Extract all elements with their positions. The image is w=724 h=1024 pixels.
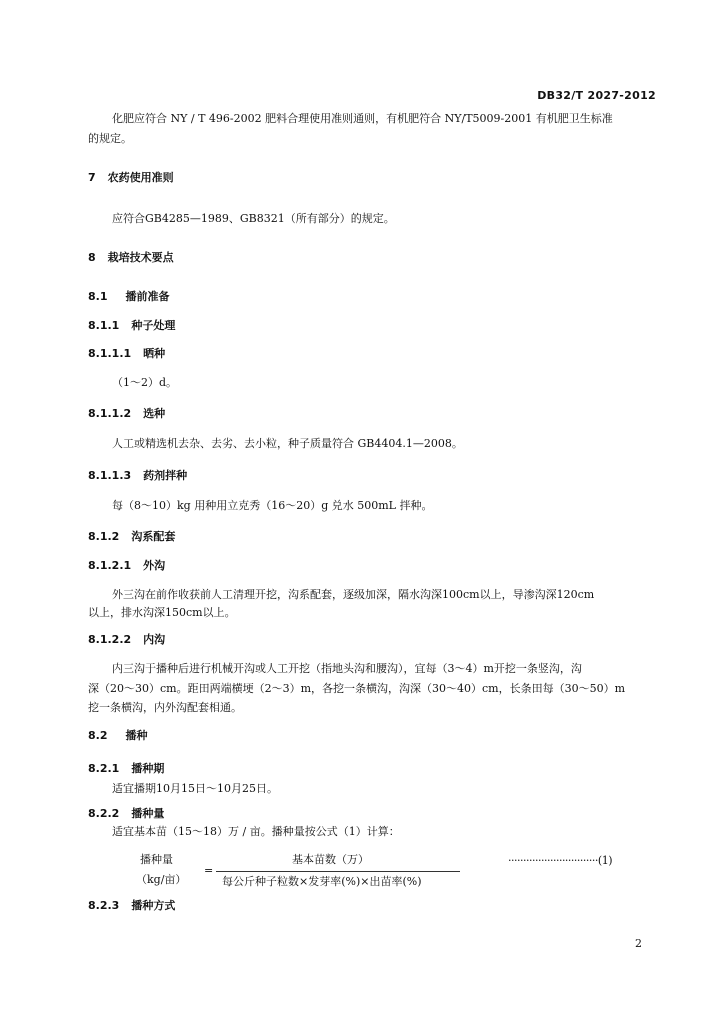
sowing-period-paragraph: 适宜播期10月15日～10月25日。 [112,782,278,795]
section-number: 8.1.2 [88,530,120,543]
section-heading-8-1-1-2 [88,405,165,421]
section-number: 8.1.1.1 [88,347,132,360]
section-title: 栽培技术要点 [107,251,174,264]
section-number: 8.1.1 [88,319,120,332]
section-heading-8-2-1 [88,760,164,776]
section-heading-8-1-2-1 [88,557,165,573]
outer-ditch-paragraph-line1: 外三沟在前作收获前人工清理开挖，沟系配套，逐级加深，隔水沟深100cm以上，导渗沟深120cm [112,588,595,601]
section-title: 播种期 [131,762,165,775]
section-title: 晒种 [143,347,166,360]
section-title: 药剂拌种 [143,469,188,482]
section-heading-8-1 [88,288,170,304]
seeding-rate-paragraph: 适宜基本苗（15～18）万 / 亩。播种量按公式（1）计算： [112,825,400,838]
section-title: 沟系配套 [131,530,176,543]
page-number: 2 [635,937,642,950]
inner-ditch-paragraph-line3: 挖一条横沟，内外沟配套相通。 [88,701,242,714]
section-heading-8-2-2 [88,805,164,821]
section-number: 8.1.2.2 [88,633,132,646]
section-heading-8-1-1-1 [88,345,165,361]
document-id: DB32/T 2027-2012 [537,89,656,102]
section-number: 8 [88,251,96,264]
section-heading-7 [88,169,174,185]
pesticide-paragraph: 应符合GB4285—1989、GB8321（所有部分）的规定。 [112,212,395,225]
section-number: 7 [88,171,96,184]
formula-equals-sign: = [204,864,214,877]
section-title: 播种量 [131,807,165,820]
section-title: 内沟 [143,633,166,646]
section-title: 播种方式 [131,899,176,912]
outer-ditch-paragraph-line2: 以上，排水沟深150cm以上。 [88,606,236,619]
section-title: 播前准备 [125,290,170,303]
seed-dressing-paragraph: 每（8～10）kg 用种用立克秀（16～20）g 兑水 500mL 拌种。 [112,499,433,512]
section-number: 8.1.1.3 [88,469,132,482]
section-number: 8.2.3 [88,899,120,912]
section-title: 外沟 [143,559,166,572]
section-heading-8-1-1-3 [88,467,187,483]
section-number: 8.2.2 [88,807,120,820]
section-title: 种子处理 [131,319,176,332]
formula-denominator: 每公斤种子粒数×发芽率(%)×出苗率(%) [222,875,422,888]
fertilizer-paragraph-line1: 化肥应符合 NY / T 496-2002 肥料合理使用准则通则，有机肥符合 NY/T5009-2001 有机肥卫生标准 [112,112,613,125]
section-title: 选种 [143,407,166,420]
section-title: 播种 [125,729,148,742]
formula-numerator: 基本苗数（万） [292,853,369,866]
section-number: 8.2 [88,729,108,742]
section-number: 8.1.1.2 [88,407,132,420]
section-number: 8.1.2.1 [88,559,132,572]
inner-ditch-paragraph-line1: 内三沟于播种后进行机械开沟或人工开挖（指地头沟和腰沟），宜每（3～4）m开挖一条竖沟，沟 [112,662,582,675]
section-heading-8-1-2-2 [88,631,165,647]
section-number: 8.2.1 [88,762,120,775]
inner-ditch-paragraph-line2: 深（20～30）cm。距田两端横埂（2～3）m，各挖一条横沟，沟深（30～40）cm，长条田每（30～50）m [88,682,626,695]
section-number: 8.1 [88,290,108,303]
formula-equation-number: ······························(1) [508,854,612,867]
fertilizer-paragraph-line2: 的规定。 [88,132,132,145]
section-title: 农药使用准则 [107,171,174,184]
section-heading-8-1-2 [88,528,175,544]
seed-selection-paragraph: 人工或精选机去杂、去劣、去小粒，种子质量符合 GB4404.1—2008。 [112,437,463,450]
sun-drying-paragraph: （1～2）d。 [112,376,178,389]
formula-lhs-unit: （kg/亩） [136,873,187,886]
section-heading-8-2 [88,727,148,743]
section-heading-8 [88,249,174,265]
formula-lhs-label: 播种量 [140,853,173,866]
section-heading-8-2-3 [88,897,175,913]
section-heading-8-1-1 [88,317,175,333]
